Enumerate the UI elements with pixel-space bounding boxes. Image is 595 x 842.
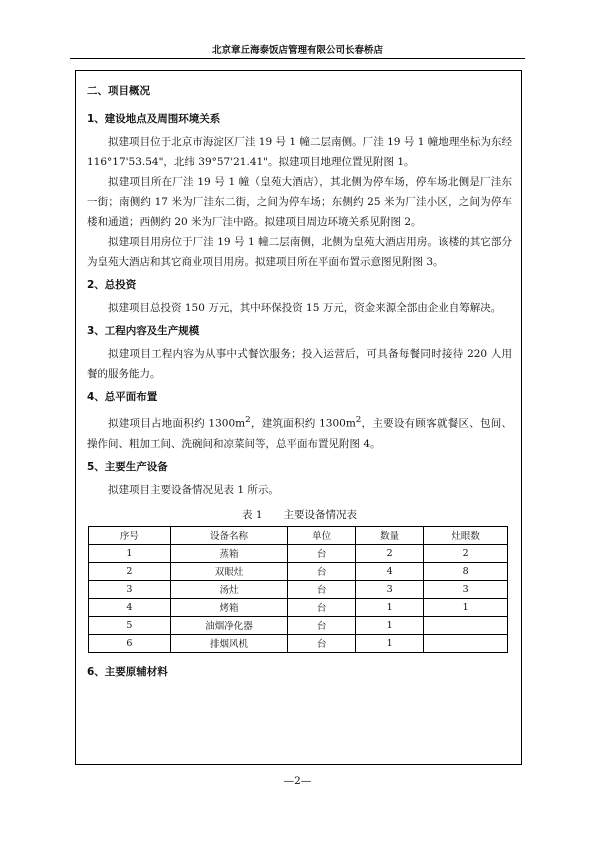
equipment-table [88,526,508,653]
table-row [89,616,508,634]
column-header: 设备名称 [170,526,287,544]
table-cell: 台 [288,616,356,634]
table-cell: 1 [356,634,424,652]
table-cell: 排烟风机 [170,634,287,652]
table-row [89,544,508,562]
heading-scope: 3、工程内容及生产规模 [87,325,200,337]
table-cell: 3 [424,580,508,598]
column-header: 单位 [288,526,356,544]
heading-materials: 6、主要原辅材料 [87,665,168,678]
paragraph-location-3: 拟建项目用房位于厂洼 19 号 1 幢二层南侧，北侧为皇苑大酒店用房。该楼的其它部分为皇苑大酒店和其它商业项目用房。拟建项目所在平面布置示意图见附图 3。 [87,236,512,268]
table-cell: 3 [356,580,424,598]
paragraph-equipment: 拟建项目主要设备情况见表 1 所示。 [108,483,279,496]
table-cell: 8 [424,562,508,580]
table-row [89,634,508,652]
table-cell: 1 [356,598,424,616]
paragraph-investment: 拟建项目总投资 150 万元，其中环保投资 15 万元，资金来源全部由企业自筹解决。 [108,302,502,314]
table-cell: 台 [288,634,356,652]
table-cell: 台 [288,598,356,616]
table-cell: 台 [288,544,356,562]
table-cell: 3 [89,580,171,598]
table-cell: 2 [424,544,508,562]
table-cell: 蒸箱 [170,544,287,562]
table-cell: 2 [89,562,171,580]
layout-text-b: ，建筑面积约 1300m [250,417,356,430]
table-cell: 1 [356,616,424,634]
table-row [89,598,508,616]
table-cell: 台 [288,580,356,598]
table-caption: 表 1 主要设备情况表 [241,508,358,521]
column-header: 灶眼数 [424,526,508,544]
column-header: 数量 [356,526,424,544]
table-cell: 台 [288,562,356,580]
table-cell: 5 [89,616,171,634]
table-cell [424,634,508,652]
table-row [89,580,508,598]
column-header: 序号 [89,526,171,544]
layout-text-a: 拟建项目占地面积约 1300m [108,417,246,430]
heading-investment: 2、总投资 [87,279,137,291]
table-cell: 1 [424,598,508,616]
table-cell: 4 [356,562,424,580]
table-cell: 2 [356,544,424,562]
table-cell: 4 [89,598,171,616]
page-header-title: 北京章丘海泰饭店管理有限公司长春桥店 [211,45,383,56]
heading-location: 1、建设地点及周围环境关系 [87,113,221,125]
paragraph-scope: 拟建项目工程内容为从事中式餐饮服务；投入运营后，可具备每餐同时接待 220 人用餐的服务能力。 [87,348,512,380]
paragraph-location-2: 拟建项目所在厂洼 19 号 1 幢（皇苑大酒店），其北侧为停车场，停车场北侧是厂洼东一街；南侧约 17 米为厂洼东二街，之间为停车场；东侧约 25 米为厂洼小区，之间为停车楼和通道；西侧约 20 米为厂洼中路。拟建项目周边环境关系见附图 2。 [87,176,512,228]
document-body [87,82,512,679]
superscript-2: 2 [245,415,251,425]
table-cell [424,616,508,634]
table-cell: 双眼灶 [170,562,287,580]
superscript-2: 2 [355,415,362,425]
header-rule [70,58,525,59]
heading-equipment: 5、主要生产设备 [87,460,168,473]
layout-text-c: ，主要设有顾客就餐区、包间、操作间、粗加工间、洗碗间和凉菜间等，总平面布置见附图 4。 [87,417,513,450]
table-cell: 烤箱 [170,598,287,616]
page-number: —2— [283,775,312,787]
heading-layout: 4、总平面布置 [87,391,158,403]
section-heading-overview: 二、项目概况 [87,85,150,97]
table-cell: 1 [89,544,171,562]
table-cell: 6 [89,634,171,652]
paragraph-location-1: 拟建项目位于北京市海淀区厂洼 19 号 1 幢二层南侧。厂洼 19 号 1 幢地理坐标为东经 116°17'53.54"，北纬 39°57'21.41"。拟建项目地理位置见附图 1。 [87,136,512,168]
paragraph-layout [87,410,512,454]
table-cell: 油烟净化器 [170,616,287,634]
table-cell: 汤灶 [170,580,287,598]
table-row [89,562,508,580]
table-header-row [89,526,508,544]
